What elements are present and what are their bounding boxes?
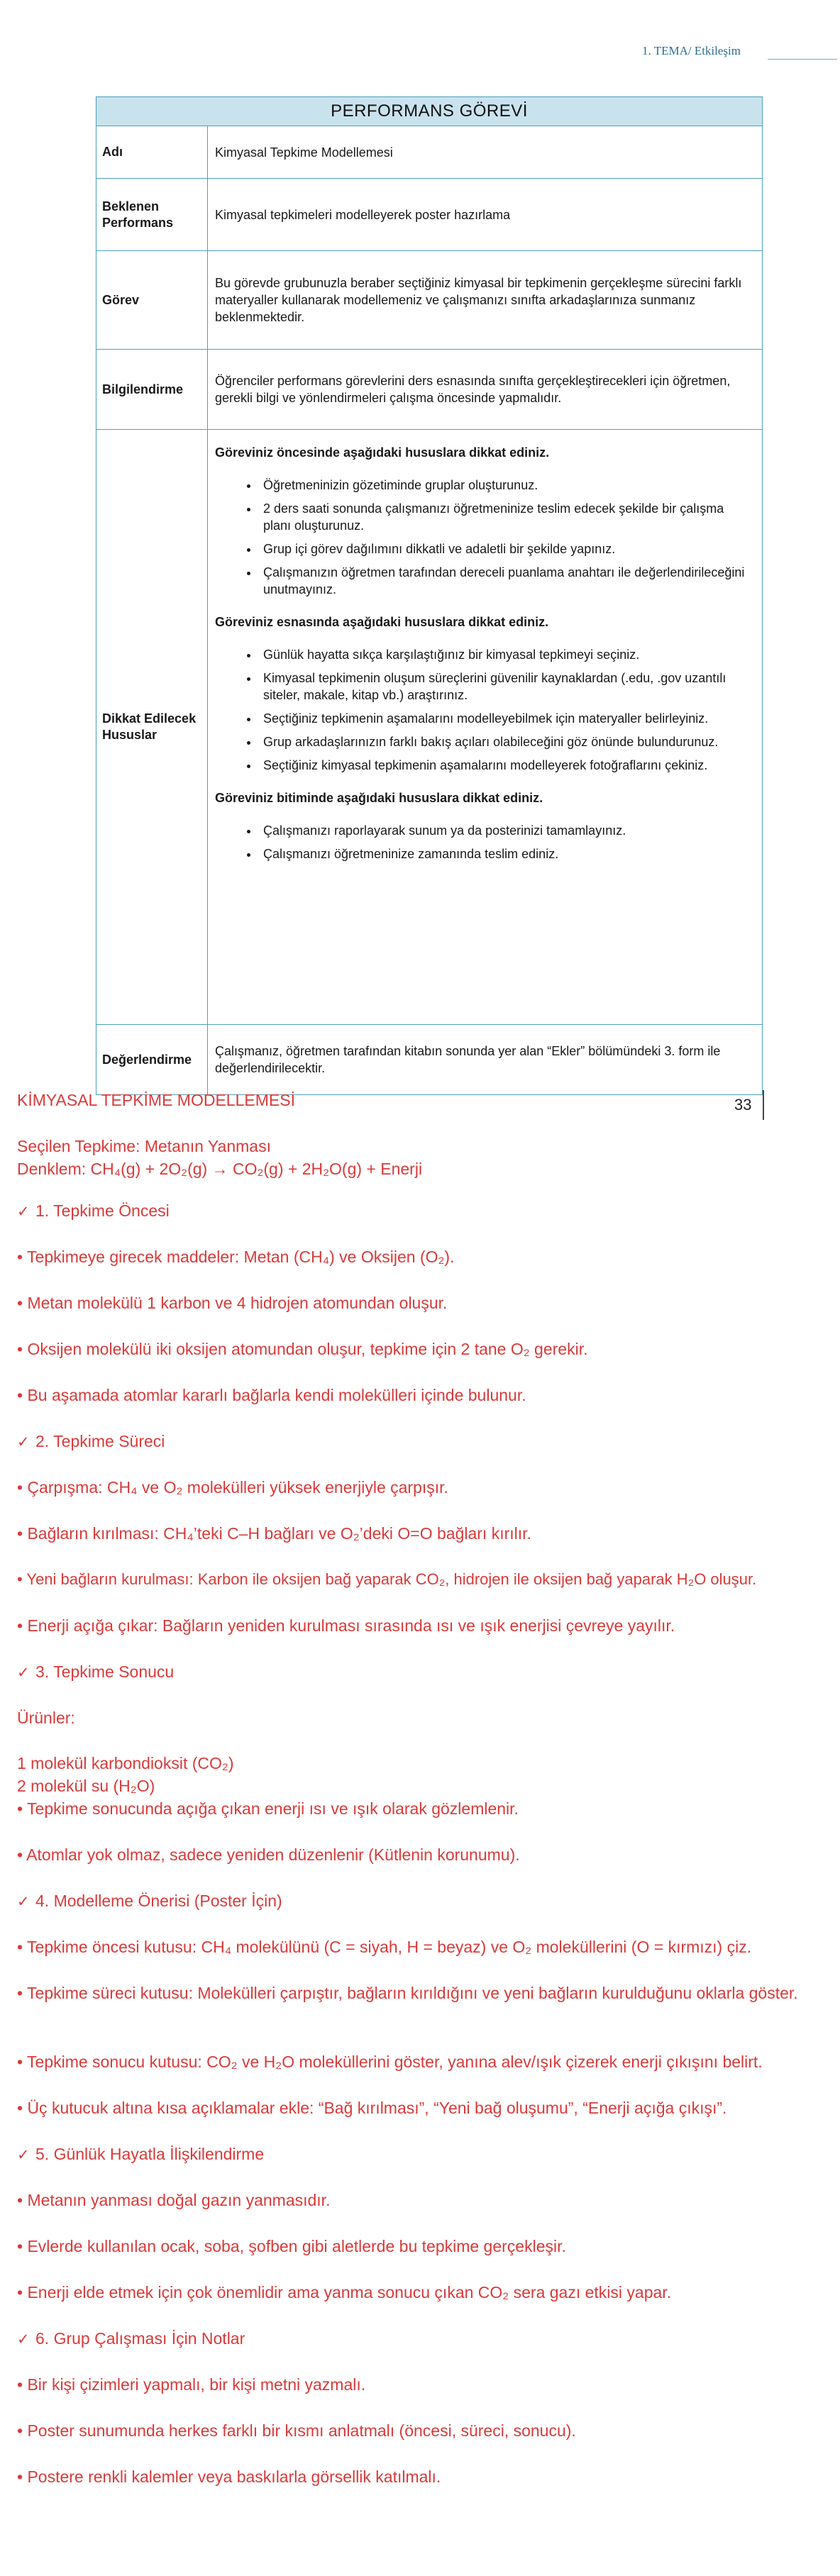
table-row [96,126,763,179]
note-line: • Tepkime öncesi kutusu: CH₄ molekülünü (C = siyah, H = beyaz) ve O₂ moleküllerini (O = kırmızı) çiz. [17,1938,752,1956]
row-value-bilgilendirme: Öğrenciler performans görevlerini ders esnasında sınıfta gerçekleştirecekleri için öğretmen, gerekli bilgi ve yönlendirmeleri çalışma öncesinde yapmalıdır. [208,350,763,430]
before-heading: Göreviniz öncesinde aşağıdaki hususlara dikkat ediniz. [215,445,550,460]
section-3-title: 3. Tepkime Sonucu [35,1662,175,1681]
note-line: • Enerji açığa çıkar: Bağların yeniden kurulması sırasında ısı ve ışık enerjisi çevreye yayılır. [17,1616,675,1635]
check-icon: ✓ [17,2331,30,2348]
page-number-rule [763,1090,764,1120]
section-5-heading [17,2143,264,2166]
note-line: • Üç kutucuk altına kısa açıklamalar ekle: “Bağ kırılması”, “Yeni bağ oluşumu”, “Enerji açığa çıkışı”. [17,2099,727,2117]
check-icon: ✓ [17,2147,30,2163]
row-label-dikkat-line-2: Hususlar [102,728,158,742]
notes-title: KİMYASAL TEPKİME MODELLEMESİ [17,1091,295,1109]
row-label-dikkat [96,430,208,1025]
row-label-beklenen-line-1: Beklenen [102,199,160,213]
note-line: • Metan molekülü 1 karbon ve 4 hidrojen atomundan oluşur. [17,1294,448,1312]
section-1-title: 1. Tepkime Öncesi [35,1201,170,1220]
row-value-gorev: Bu görevde grubunuzla beraber seçtiğiniz kimyasal bir tepkimenin gerçekleşme sürecini farklı materyaller kullanarak modellemeniz ve çalışmanızı sınıfta arkadaşlarınıza sunmanız beklenmektedir. [208,251,763,350]
note-line: • Metanın yanması doğal gazın yanmasıdır. [17,2191,331,2209]
row-label-beklenen-line-2: Performans [102,215,174,230]
note-line: • Tepkime süreci kutusu: Molekülleri çarpıştır, bağların kırıldığını ve yeni bağların kurulduğunu oklarla göster. [17,1984,798,2002]
list-item: • Günlük hayatta sıkça karşılaştığınız bir kimyasal tepkimeyi seçiniz. [259,646,755,663]
after-heading: Göreviniz bitiminde aşağıdaki hususlara dikkat ediniz. [215,791,543,805]
header-rule [768,59,837,60]
during-heading: Göreviniz esnasında aşağıdaki hususlara dikkat ediniz. [215,615,549,629]
list-item: • Grup arkadaşlarınızın farklı bakış açıları olabileceğini göz önünde bulundurunuz. [259,733,755,750]
list-item: • Öğretmeninizin gözetiminde gruplar oluşturunuz. [259,477,755,494]
row-value-degerlendirme: Çalışmanız, öğretmen tarafından kitabın sonunda yer alan “Ekler” bölümündeki 3. form ile değerlendirilecektir. [208,1025,763,1095]
page-number: 33 [734,1096,752,1114]
section-5-title: 5. Günlük Hayatla İlişkilendirme [35,2145,265,2163]
row-value-beklenen: Kimyasal tepkimeleri modelleyerek poster hazırlama [208,179,763,251]
list-item: • Çalışmanızı raporlayarak sunum ya da posterinizi tamamlayınız. [259,822,755,839]
note-line: • Bu aşamada atomlar kararlı bağlarla kendi molekülleri içinde bulunur. [17,1386,526,1404]
note-line: • Tepkime sonucu kutusu: CO₂ ve H₂O moleküllerini göster, yanına alev/ışık çizerek enerji çıkışını belirt. [17,2053,763,2071]
row-label-gorev: Görev [96,251,208,350]
product-1: 1 molekül karbondioksit (CO₂) [17,1754,234,1772]
reaction-equation: Denklem: CH₄(g) + 2O₂(g) → CO₂(g) + 2H₂O(g) + Enerji [17,1160,423,1178]
check-icon: ✓ [17,1665,30,1681]
note-line: • Bağların kırılması: CH₄’teki C–H bağları ve O₂’deki O=O bağları kırılır. [17,1524,531,1543]
list-item: • Çalışmanızın öğretmen tarafından dereceli puanlama anahtarı ile değerlendirileceğini unutmayınız. [259,564,755,598]
page-header-label: 1. TEMA/ Etkileşim [642,44,741,57]
after-list [215,822,755,862]
row-value-adi: Kimyasal Tepkime Modellemesi [208,126,763,179]
selected-reaction: Seçilen Tepkime: Metanın Yanması [17,1137,271,1155]
products-label: Ürünler: [17,1709,75,1727]
note-line: • Bir kişi çizimleri yapmalı, bir kişi metni yazmalı. [17,2375,366,2394]
row-label-degerlendirme: Değerlendirme [96,1025,208,1095]
note-line: • Tepkimeye girecek maddeler: Metan (CH₄) ve Oksijen (O₂). [17,1248,455,1266]
list-item: • Çalışmanızı öğretmeninize zamanında teslim ediniz. [259,845,755,862]
list-item: • 2 ders saati sonunda çalışmanızı öğretmeninize teslim edecek şekilde bir çalışma planı oluşturunuz. [259,500,755,534]
section-4-heading [17,1890,282,1913]
row-label-adi: Adı [96,126,208,179]
note-line: • Yeni bağların kurulması: Karbon ile oksijen bağ yaparak CO₂, hidrojen ile oksijen bağ yaparak H₂O oluşur. [17,1570,757,1588]
section-6-title: 6. Grup Çalışması İçin Notlar [35,2329,245,2348]
note-line: • Enerji elde etmek için çok önemlidir ama yanma sonucu çıkan CO₂ sera gazı etkisi yapar. [17,2283,672,2302]
table-title: PERFORMANS GÖREVİ [96,97,763,126]
note-line: • Poster sunumunda herkes farklı bir kısmı anlatmalı (öncesi, süreci, sonucu). [17,2421,576,2440]
section-2-heading [17,1431,165,1453]
table-row [96,1025,763,1095]
list-item: • Kimyasal tepkimenin oluşum süreçlerini güvenilir kaynaklardan (.edu, .gov uzantılı siteler, makale, kitap vb.) araştırınız. [259,670,755,704]
note-line: • Oksijen molekülü iki oksijen atomundan oluşur, tepkime için 2 tane O₂ gerekir. [17,1340,588,1358]
table-row [96,350,763,430]
list-item: • Seçtiğiniz kimyasal tepkimenin aşamalarını modelleyerek fotoğraflarını çekiniz. [259,757,755,774]
product-2: 2 molekül su (H₂O) [17,1777,155,1795]
before-list [215,477,755,598]
note-line: • Postere renkli kalemler veya baskılarla görsellik katılmalı. [17,2467,441,2486]
note-line: • Tepkime sonucunda açığa çıkan enerji ısı ve ışık olarak gözlemlenir. [17,1799,519,1818]
section-3-heading [17,1661,174,1684]
check-icon: ✓ [17,1434,30,1450]
section-2-title: 2. Tepkime Süreci [35,1432,165,1450]
during-list [215,646,755,774]
row-value-dikkat [208,430,763,1025]
section-6-heading [17,2328,245,2350]
section-4-title: 4. Modelleme Önerisi (Poster İçin) [35,1892,282,1910]
section-1-heading [17,1200,170,1223]
list-item: • Seçtiğiniz tepkimenin aşamalarını modelleyebilmek için materyaller belirleyiniz. [259,710,755,727]
row-label-dikkat-line-1: Dikkat Edilecek [102,711,197,726]
table-row [96,179,763,251]
note-line: • Evlerde kullanılan ocak, soba, şofben gibi aletlerde bu tepkime gerçekleşir. [17,2237,566,2255]
row-label-beklenen [96,179,208,251]
row-label-bilgilendirme: Bilgilendirme [96,350,208,430]
table-row [96,251,763,350]
check-icon: ✓ [17,1894,30,1910]
note-line: • Çarpışma: CH₄ ve O₂ molekülleri yüksek enerjiyle çarpışır. [17,1478,448,1497]
check-icon: ✓ [17,1204,30,1220]
list-item: • Grup içi görev dağılımını dikkatli ve adaletli bir şekilde yapınız. [259,540,755,557]
performance-task-table [96,96,763,1095]
table-row [96,430,763,1025]
note-line: • Atomlar yok olmaz, sadece yeniden düzenlenir (Kütlenin korunumu). [17,1845,520,1864]
